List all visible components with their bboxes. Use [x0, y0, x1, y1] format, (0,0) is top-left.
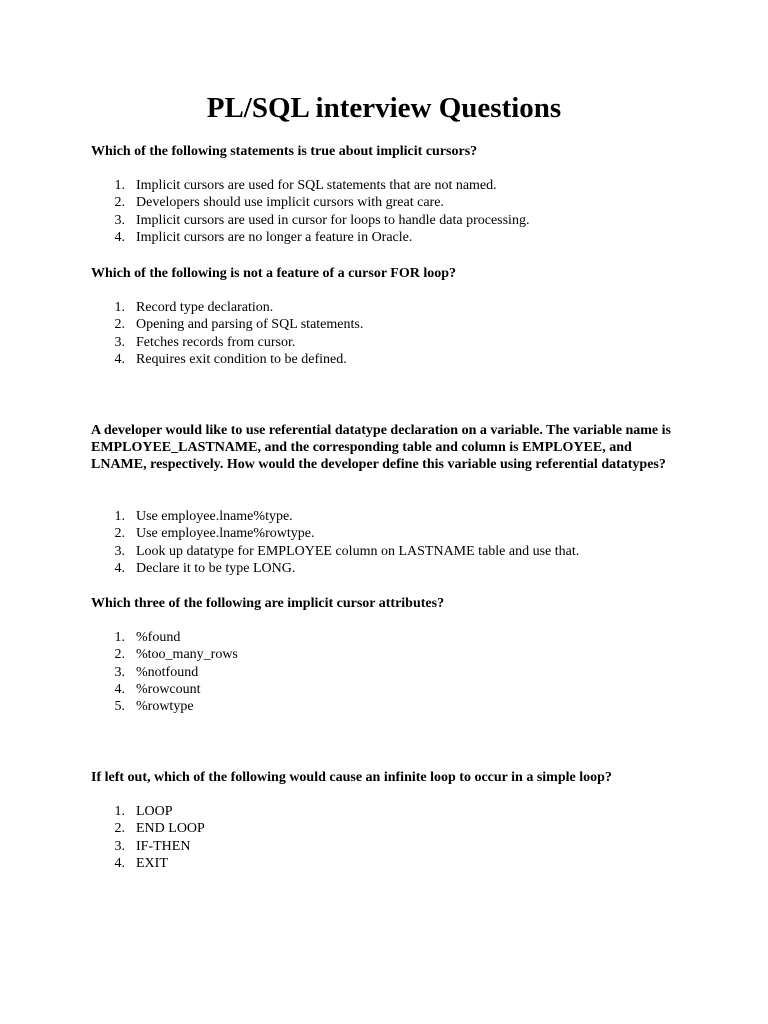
options-list-2	[105, 299, 705, 368]
list-item	[105, 803, 705, 820]
option-text: Record type declaration.	[136, 300, 274, 315]
list-number: 1.	[114, 804, 125, 819]
option-text: Fetches records from cursor.	[136, 334, 296, 350]
list-number: 1.	[114, 178, 125, 193]
list-item	[105, 334, 705, 351]
list-item	[105, 194, 705, 211]
option-text: %too_many_rows	[136, 647, 238, 663]
option-text: IF-THEN	[136, 838, 191, 854]
options-list-3	[105, 508, 705, 577]
list-number: 5.	[114, 699, 125, 715]
option-text: %rowtype	[136, 699, 194, 715]
list-number: 2.	[114, 821, 125, 837]
options-list-4	[105, 629, 705, 716]
page-title: PL/SQL interview Questions	[206, 92, 562, 124]
list-item	[105, 560, 705, 577]
list-number: 3.	[114, 212, 125, 228]
list-item	[105, 646, 705, 663]
list-number: 4.	[114, 351, 125, 367]
list-number: 1.	[114, 630, 125, 645]
question-3: A developer would like to use referential datatype declaration on a variable. The variable name is EMPLOYEE_LASTNAME, and the corresponding table and column is EMPLOYEE, and LNAME, respectively. How would the developer define this variable using referential datatypes?	[91, 423, 671, 472]
list-item	[105, 177, 705, 194]
list-number: 4.	[114, 681, 125, 697]
list-number: 1.	[114, 509, 125, 524]
option-text: Opening and parsing of SQL statements.	[136, 317, 364, 333]
question-4: Which three of the following are implicit cursor attributes?	[91, 596, 445, 611]
list-item	[105, 351, 705, 368]
list-item	[105, 525, 705, 542]
option-text: Use employee.lname%type.	[136, 509, 293, 524]
options-list-5	[105, 803, 705, 872]
list-item	[105, 229, 705, 246]
list-item	[105, 299, 705, 316]
option-text: END LOOP	[136, 821, 205, 837]
list-number: 3.	[114, 664, 125, 680]
question-5: If left out, which of the following would cause an infinite loop to occur in a simple loop?	[91, 770, 612, 785]
option-text: EXIT	[136, 855, 168, 871]
option-text: %rowcount	[136, 681, 201, 697]
list-item	[105, 212, 705, 229]
list-number: 1.	[114, 300, 125, 315]
list-number: 4.	[114, 229, 125, 245]
options-list-1	[105, 177, 705, 246]
list-number: 2.	[114, 195, 125, 211]
option-text: Look up datatype for EMPLOYEE column on LASTNAME table and use that.	[136, 543, 580, 559]
option-text: Developers should use implicit cursors with great care.	[136, 195, 444, 211]
list-item	[105, 508, 705, 525]
list-item	[105, 820, 705, 837]
option-text: Implicit cursors are used in cursor for loops to handle data processing.	[136, 212, 530, 228]
option-text: Requires exit condition to be defined.	[136, 351, 347, 367]
option-text: Implicit cursors are no longer a feature in Oracle.	[136, 229, 413, 245]
list-item	[105, 543, 705, 560]
list-number: 2.	[114, 526, 125, 542]
list-item	[105, 838, 705, 855]
list-number: 3.	[114, 543, 125, 559]
list-item	[105, 855, 705, 872]
option-text: Implicit cursors are used for SQL statements that are not named.	[136, 178, 497, 193]
list-item	[105, 681, 705, 698]
option-text: %notfound	[136, 664, 199, 680]
list-item	[105, 316, 705, 333]
option-text: Declare it to be type LONG.	[136, 560, 296, 576]
list-number: 4.	[114, 560, 125, 576]
list-number: 4.	[114, 855, 125, 871]
question-2: Which of the following is not a feature of a cursor FOR loop?	[91, 266, 457, 281]
option-text: Use employee.lname%rowtype.	[136, 526, 315, 542]
list-number: 3.	[114, 334, 125, 350]
list-number: 3.	[114, 838, 125, 854]
list-number: 2.	[114, 647, 125, 663]
list-number: 2.	[114, 317, 125, 333]
list-item	[105, 664, 705, 681]
list-item	[105, 629, 705, 646]
question-1: Which of the following statements is true about implicit cursors?	[91, 144, 478, 159]
option-text: %found	[136, 630, 181, 645]
option-text: LOOP	[136, 804, 173, 819]
list-item	[105, 698, 705, 715]
